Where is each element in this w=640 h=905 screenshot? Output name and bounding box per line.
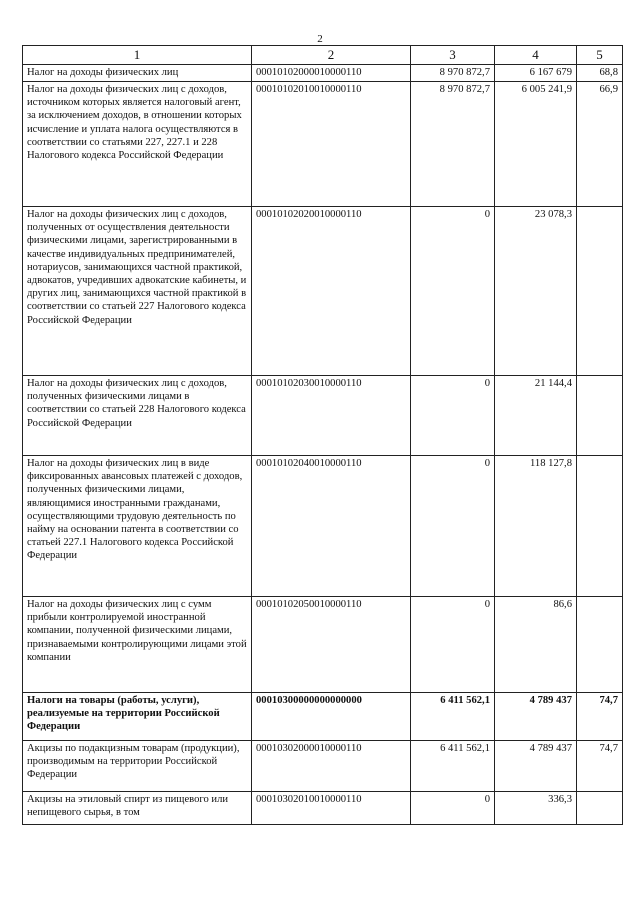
table-row — [23, 741, 623, 792]
row-percent — [577, 456, 623, 597]
revenue-table — [22, 45, 623, 825]
row-name: Акцизы по подакцизным товарам (продукции), производимым на территории Российской Федерации — [23, 741, 252, 792]
row-plan: 6 411 562,1 — [411, 741, 495, 792]
row-name: Налог на доходы физических лиц в виде фиксированных авансовых платежей с доходов, полученных физическими лицами, являющимися иностранными гражданами, осуществляющими трудовую деятельность по найму на основании патента в соответствии со статьей 227.1 Налогового кодекса Российской Федерации — [23, 456, 252, 597]
row-name: Акцизы на этиловый спирт из пищевого или непищевого сырья, в том — [23, 792, 252, 825]
row-code: 00010102010010000110 — [252, 82, 411, 207]
row-name: Налог на доходы физических лиц с сумм прибыли контролируемой иностранной компании, полученной физическими лицами, признаваемыми контролирующими лицами этой компании — [23, 597, 252, 693]
page-number: 2 — [317, 33, 323, 45]
table-body — [23, 65, 623, 825]
row-code: 00010102030010000110 — [252, 376, 411, 456]
row-fact: 6 005 241,9 — [495, 82, 577, 207]
header-row — [23, 46, 623, 65]
row-percent — [577, 207, 623, 376]
row-percent: 74,7 — [577, 693, 623, 741]
row-fact: 6 167 679 — [495, 65, 577, 82]
row-name: Налог на доходы физических лиц с доходов, полученных физическими лицами в соответствии со статьей 228 Налогового кодекса Российской Федерации — [23, 376, 252, 456]
row-fact: 4 789 437 — [495, 741, 577, 792]
column-header-3: 3 — [411, 46, 495, 65]
column-header-4: 4 — [495, 46, 577, 65]
column-header-1: 1 — [23, 46, 252, 65]
row-name: Налог на доходы физических лиц с доходов, источником которых является налоговый агент, за исключением доходов, в отношении которых исчисление и уплата налога осуществляются в соответствии со статьями 227, 227.1 и 228 Налогового кодекса Российской Федерации — [23, 82, 252, 207]
row-name: Налоги на товары (работы, услуги), реализуемые на территории Российской Федерации — [23, 693, 252, 741]
row-code: 00010102040010000110 — [252, 456, 411, 597]
row-percent — [577, 792, 623, 825]
row-name: Налог на доходы физических лиц — [23, 65, 252, 82]
table-row — [23, 376, 623, 456]
row-plan: 8 970 872,7 — [411, 65, 495, 82]
table-row — [23, 597, 623, 693]
row-plan: 0 — [411, 207, 495, 376]
row-fact: 336,3 — [495, 792, 577, 825]
table-row — [23, 82, 623, 207]
row-fact: 118 127,8 — [495, 456, 577, 597]
row-plan: 0 — [411, 792, 495, 825]
row-fact: 86,6 — [495, 597, 577, 693]
row-code: 00010102050010000110 — [252, 597, 411, 693]
row-fact: 23 078,3 — [495, 207, 577, 376]
row-plan: 0 — [411, 597, 495, 693]
table-row — [23, 456, 623, 597]
row-plan: 0 — [411, 456, 495, 597]
row-fact: 21 144,4 — [495, 376, 577, 456]
row-percent — [577, 376, 623, 456]
column-header-2: 2 — [252, 46, 411, 65]
table-row — [23, 65, 623, 82]
row-plan: 6 411 562,1 — [411, 693, 495, 741]
row-percent: 74,7 — [577, 741, 623, 792]
row-plan: 0 — [411, 376, 495, 456]
row-percent: 66,9 — [577, 82, 623, 207]
row-plan: 8 970 872,7 — [411, 82, 495, 207]
row-code: 00010300000000000000 — [252, 693, 411, 741]
table-row — [23, 792, 623, 825]
row-percent: 68,8 — [577, 65, 623, 82]
row-code: 00010302010010000110 — [252, 792, 411, 825]
row-name: Налог на доходы физических лиц с доходов, полученных от осуществления деятельности физическими лицами, зарегистрированными в качестве индивидуальных предпринимателей, нотариусов, занимающихся частной практикой, адвокатов, учредивших адвокатские кабинеты, и других лиц, занимающихся частной практикой в соответствии со статьей 227 Налогового кодекса Российской Федерации — [23, 207, 252, 376]
row-code: 00010102000010000110 — [252, 65, 411, 82]
table-row-section — [23, 693, 623, 741]
row-fact: 4 789 437 — [495, 693, 577, 741]
row-code: 00010102020010000110 — [252, 207, 411, 376]
row-code: 00010302000010000110 — [252, 741, 411, 792]
row-percent — [577, 597, 623, 693]
table-row — [23, 207, 623, 376]
column-header-5: 5 — [577, 46, 623, 65]
